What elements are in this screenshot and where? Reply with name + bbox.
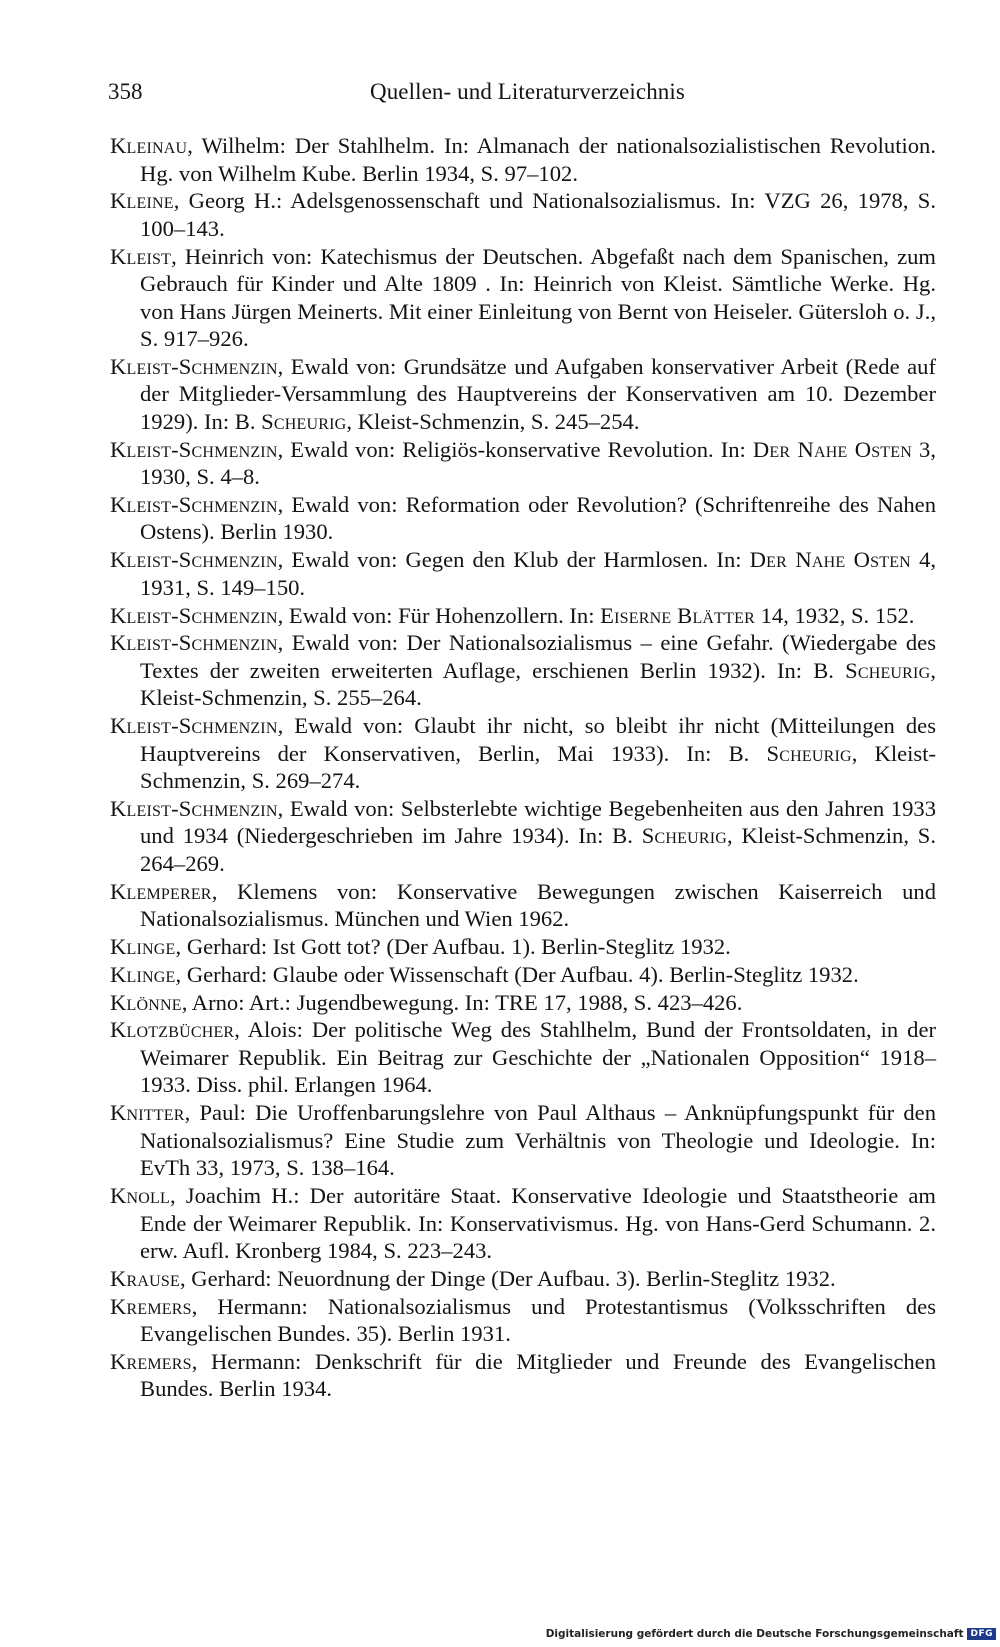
entry-text: , Klemens von: Konservative Bewegungen zwischen Kaiserreich und Nationalsozialismus. München und Wien 1962. [140,878,936,932]
running-title: Quellen- und Literaturverzeichnis [370,79,685,104]
page-header [108,74,938,110]
bibliography-entry [110,1348,936,1403]
bibliography-entry [110,712,936,795]
page-number: 358 [108,79,143,104]
entry-author: Klönne [110,989,182,1015]
entry-text-after: , Kleist-Schmenzin, S. 245–254. [346,408,640,434]
entry-smallcaps: Scheurig [261,408,347,434]
bibliography-entry [110,1099,936,1182]
entry-text: , Gerhard: Ist Gott tot? (Der Aufbau. 1). Berlin-Steglitz 1932. [175,934,731,960]
entry-author: Kleist-Schmenzin [110,491,278,517]
bibliography-entry [110,436,936,491]
bibliography-entry [110,243,936,353]
entry-author: Klinge [110,961,176,987]
entry-text-after: , Kleist-Schmenzin, S. 255–264. [140,657,936,711]
entry-text: , Ewald von: Gegen den Klub der Harmlosen. In: [277,547,750,573]
bibliography-entry [110,132,936,187]
entry-text: , Wilhelm: Der Stahlhelm. In: Almanach der nationalsozialistischen Revolution. Hg. von Wilhelm Kube. Berlin 1934, S. 97–102. [140,133,936,186]
entry-text: , Ewald von: Reformation oder Revolution? (Schriftenreihe des Nahen Ostens). Berlin 1930. [140,491,936,545]
bibliography-entry [110,629,936,712]
digitization-credit [546,1625,996,1643]
bibliography-entry [110,878,936,933]
bibliography-entry [110,933,936,961]
entry-smallcaps: Der Nahe Osten [749,547,911,573]
bibliography-entry [110,1265,936,1293]
bibliography-entry [110,1016,936,1099]
bibliography-entry [110,1293,936,1348]
entry-smallcaps: Eiserne Blätter [600,602,755,628]
entry-smallcaps: Der Nahe Osten [752,436,913,462]
entry-text: , Joachim H.: Der autoritäre Staat. Konservative Ideologie und Staatstheorie am Ende der Weimarer Republik. In: Konservativismus. Hg. von Hans-Gerd Schumann. 2. erw. Aufl. Kronberg 1984, S. 223–243. [140,1183,936,1264]
entry-smallcaps: Scheurig [641,823,727,849]
entry-text: , Hermann: Nationalsozialismus und Protestantismus (Volksschriften des Evangelischen Bundes. 35). Berlin 1931. [140,1293,936,1347]
entry-author: Klotzbücher [110,1017,235,1043]
entry-author: Kleist-Schmenzin [110,436,278,462]
entry-author: Kremers [110,1293,192,1319]
bibliography-list [110,132,936,1403]
entry-author: Kleinau [110,133,188,158]
entry-author: Kleist-Schmenzin [110,602,278,628]
entry-author: Kremers [110,1348,192,1374]
bibliography-entry [110,795,936,878]
entry-text: , Ewald von: Der Nationalsozialismus – eine Gefahr. (Wiedergabe des Textes der zweiten erweiterten Auflage, erschienen Berlin 1932). In: B. [140,630,936,683]
entry-author: Kleist-Schmenzin [110,713,278,739]
entry-text: , Heinrich von: Katechismus der Deutschen. Abgefaßt nach dem Spanischen, zum Gebrauch für Kinder und Alte 1809 . In: Heinrich von Kleist. Sämtliche Werke. Hg. von Hans Jürgen Meinerts. Mit einer Einleitung von Bernt von Heiseler. Gütersloh o. J., S. 917–926. [140,243,936,352]
entry-text: , Ewald von: Für Hohenzollern. In: [277,602,601,628]
entry-text-after: 3, 1930, S. 4–8. [140,436,937,490]
entry-author: Klemperer [110,878,212,904]
bibliography-entry [110,187,936,242]
entry-smallcaps: Scheurig [845,657,931,683]
bibliography-entry [110,961,936,989]
bibliography-entry [110,491,936,546]
entry-text: , Ewald von: Religiös-konservative Revolution. In: [277,436,753,462]
entry-text: , Ewald von: Glaubt ihr nicht, so bleibt ihr nicht (Mitteilungen des Hauptvereins der Konservativen, Berlin, Mai 1933). In: B. [140,713,936,766]
entry-author: Knitter [110,1100,185,1126]
entry-text: , Georg H.: Adelsgenossenschaft und Nationalsozialismus. In: VZG 26, 1978, S. 100–143. [140,188,936,241]
entry-author: Kleist-Schmenzin [110,547,278,573]
entry-author: Klinge [110,934,176,960]
credit-text: Digitalisierung gefördert durch die Deutsche Forschungsgemeinschaft [545,1628,964,1640]
entry-text-after: 14, 1932, S. 152. [754,602,915,628]
dfg-logo: DFG [967,1628,996,1640]
entry-text: , Arno: Art.: Jugendbewegung. In: TRE 17, 1988, S. 423–426. [181,989,743,1015]
entry-text-after: , Kleist-Schmenzin, S. 264–269. [140,823,936,876]
entry-text: , Alois: Der politische Weg des Stahlhelm, Bund der Frontsoldaten, in der Weimarer Republik. Ein Beitrag zur Geschichte der „Nationalen Opposition“ 1918–1933. Diss. phil. Erlangen 1964. [140,1017,936,1098]
bibliography-entry [110,546,936,601]
entry-text: , Gerhard: Glaube oder Wissenschaft (Der Aufbau. 4). Berlin-Steglitz 1932. [175,961,859,987]
entry-author: Kleist-Schmenzin [110,353,278,379]
bibliography-entry [110,353,936,436]
entry-author: Krause [110,1265,180,1291]
entry-text-after: , Kleist-Schmenzin, S. 269–274. [140,740,937,794]
entry-text: , Gerhard: Neuordnung der Dinge (Der Aufbau. 3). Berlin-Steglitz 1932. [179,1265,836,1291]
entry-text: , Hermann: Denkschrift für die Mitglieder und Freunde des Evangelischen Bundes. Berlin 1934. [140,1348,936,1402]
entry-text-after: 4, 1931, S. 149–150. [140,547,937,600]
entry-smallcaps: Scheurig [766,740,852,766]
entry-author: Kleine [110,188,174,214]
entry-author: Kleist-Schmenzin [110,630,278,656]
entry-text: , Ewald von: Grundsätze und Aufgaben konservativer Arbeit (Rede auf der Mitglieder-Versammlung des Hauptvereins der Konservativen am 10. Dezember 1929). In: B. [140,353,936,434]
entry-text: , Ewald von: Selbsterlebte wichtige Begebenheiten aus den Jahren 1933 und 1934 (Niedergeschrieben im Jahre 1934). In: B. [140,795,936,849]
entry-author: Kleist-Schmenzin [110,795,278,821]
entry-text: , Paul: Die Uroffenbarungslehre von Paul Althaus – Anknüpfungspunkt für den Nationalsozialismus? Eine Studie zum Verhältnis von Theologie und Ideologie. In: EvTh 33, 1973, S. 138–164. [140,1100,936,1181]
entry-author: Knoll [110,1183,170,1209]
bibliography-entry [110,602,936,630]
bibliography-entry [110,1182,936,1265]
entry-author: Kleist [110,243,172,269]
bibliography-entry [110,989,936,1017]
